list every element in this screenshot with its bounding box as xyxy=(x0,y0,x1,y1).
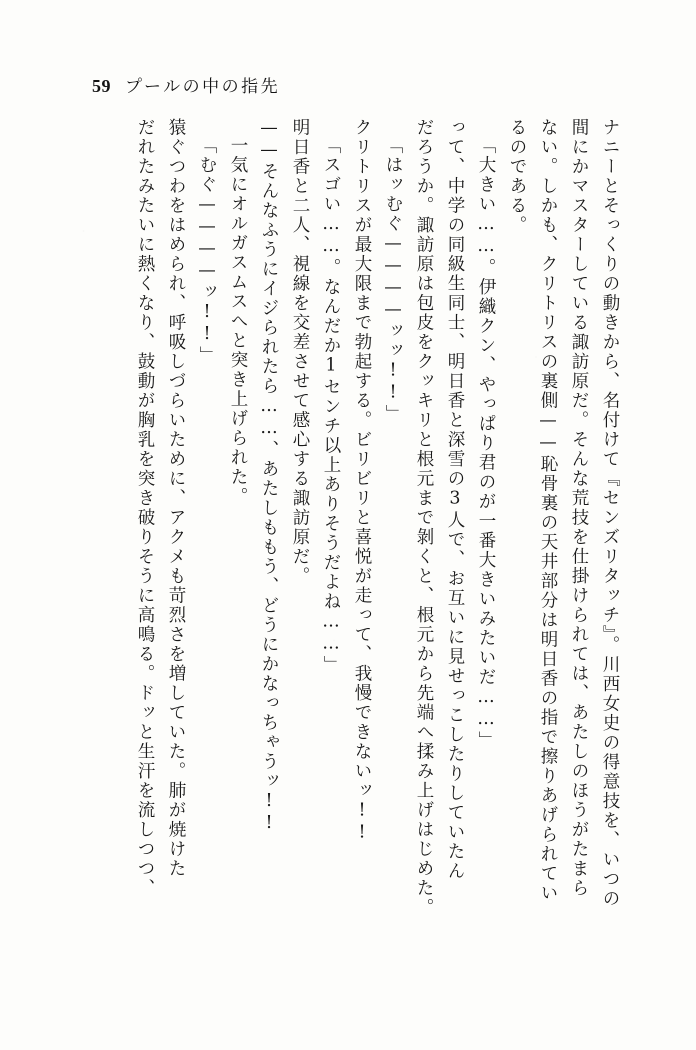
text-column: 「むぐ————ッ!!」 xyxy=(197,136,217,366)
text-column: って、中学の同級生同士、明日香と深雪の3人で、お互いに見せっこしたりしていたん xyxy=(445,118,465,881)
text-column: クリトリスが最大限まで勃起する。ビリビリと喜悦が走って、我慢できないッ!! xyxy=(352,118,372,845)
running-title: プールの中の指先 xyxy=(125,77,281,96)
page-header xyxy=(92,72,280,97)
text-column: 明日香と二人、視線を交差させて感心する諏訪原だ。 xyxy=(290,118,310,586)
text-column: だろうか。諏訪原は包皮をクッキリと根元まで剝くと、根元から先端へ揉み上げはじめた。 xyxy=(414,118,434,918)
text-column: ナニーとそっくりの動きから、名付けて『センズリタッチ』。川西女史の得意技を、いつの xyxy=(600,118,620,909)
text-column: 「はッむぐ————ッッ!!」 xyxy=(383,136,403,424)
page-number: 59 xyxy=(92,76,111,96)
text-column: だれたみたいに熱くなり、鼓動が胸乳を突き破りそうに高鳴る。ドッと生汗を流しつつ、 xyxy=(135,118,155,898)
text-column: ない。しかも、クリトリスの裏側——恥骨裏の天井部分は明日香の指で擦りあげられてい xyxy=(538,118,558,903)
text-column: 「大きい……。伊織クン、やっぱり君のが一番大きいみたいだ……」 xyxy=(476,136,496,751)
text-column: ——そんなふうにイジられたら……、あたしももう、どうにかなっちゃうッ!! xyxy=(259,118,279,835)
text-column: 間にかマスターしている諏訪原だ。そんな荒技を仕掛けられては、あたしのほうがたまら xyxy=(569,118,589,898)
text-column: 猿ぐつわをはめられ、呼吸しづらいために、アクメも苛烈さを増していた。肺が焼けた xyxy=(166,118,186,879)
body-text xyxy=(72,118,618,998)
text-column: 一気にオルガスムスへと突き上げられた。 xyxy=(228,136,248,507)
text-column: 「スゴい……。なんだか1センチ以上ありそうだよね……」 xyxy=(321,136,341,675)
text-column: るのである。 xyxy=(507,118,527,235)
